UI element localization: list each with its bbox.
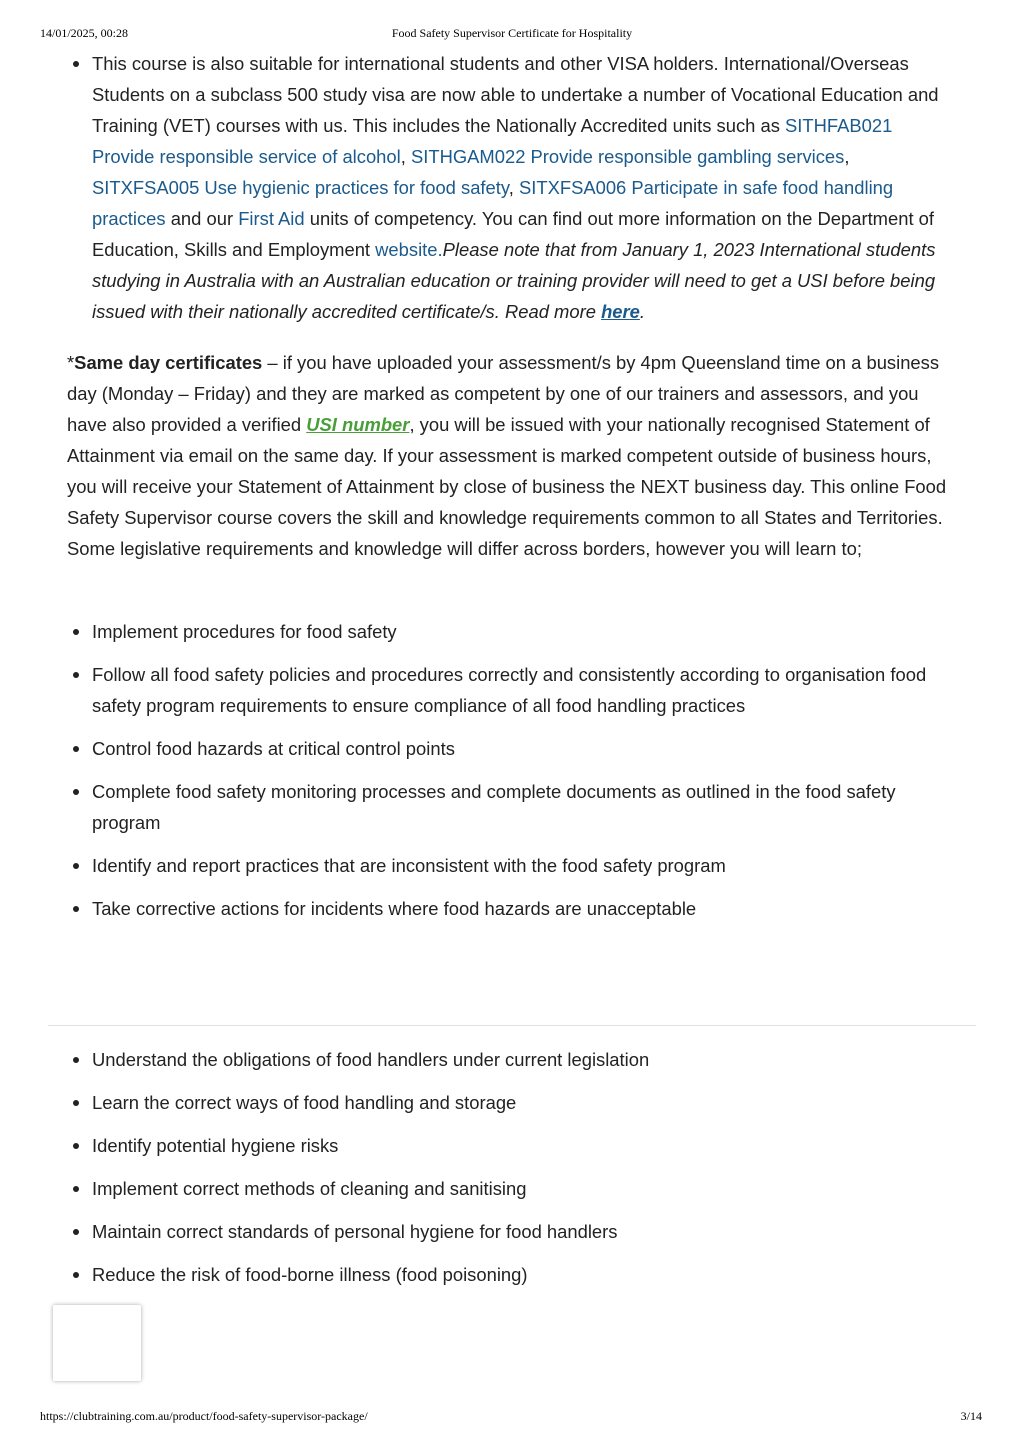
usi-note-end: . [639, 301, 646, 322]
page-number: 3/14 [960, 1409, 982, 1423]
list-item: Implement correct methods of cleaning and sanitising [92, 1173, 957, 1204]
usi-note: Please note that from January 1, 2023 International students studying in Australia with an Australian education or training provider will need to get a USI before being issued with their nationally accredited certificate/s. Read more [92, 239, 936, 322]
intro-text: and our [165, 208, 239, 229]
separator: , [400, 146, 411, 167]
list-item: Implement procedures for food safety [92, 616, 957, 647]
list-item: Control food hazards at critical control points [92, 733, 957, 764]
recaptcha-badge[interactable] [53, 1305, 141, 1381]
separator: , [844, 146, 850, 167]
link-usi-number[interactable]: USI number [306, 414, 410, 435]
link-first-aid[interactable]: First Aid [238, 208, 305, 229]
list-item: Reduce the risk of food-borne illness (food poisoning) [92, 1259, 957, 1290]
food-handler-list [67, 1044, 957, 1290]
list-item: Follow all food safety policies and procedures correctly and consistently according to organisation food safety program requirements to ensure compliance of all food handling practices [92, 659, 957, 721]
print-datetime: 14/01/2025, 00:28 [40, 26, 129, 40]
separator: , [508, 177, 519, 198]
link-fsa006-unit[interactable]: SITXFSA006 Participate in safe food handling practices [92, 177, 894, 229]
list-item: Understand the obligations of food handlers under current legislation [92, 1044, 957, 1075]
same-day-heading: Same day certificates [74, 352, 263, 373]
link-rsa-unit[interactable]: SITHFAB021 Provide responsible service of alcohol [92, 115, 893, 167]
link-fsa005-unit[interactable]: SITXFSA005 Use hygienic practices for food safety [92, 177, 509, 198]
same-day-text: – if you have uploaded your assessment/s by 4pm Queensland time on a business day (Monday – Friday) and they are marked as competent by one of our trainers and assessors, and you have also provided a verified [67, 352, 940, 435]
intro-list [67, 48, 957, 327]
asterisk: * [67, 352, 75, 373]
print-url: https://clubtraining.com.au/product/food-safety-supervisor-package/ [40, 1409, 368, 1423]
intro-text: This course is also suitable for international students and other VISA holders. International/Overseas Students on a subclass 500 study visa are now able to undertake a number of Vocational Education and Training (VET) courses with us. This includes the Nationally Accredited units such as [92, 53, 939, 136]
link-read-more-here[interactable]: here [601, 301, 640, 322]
intro-list-item [92, 48, 957, 327]
list-item: Maintain correct standards of personal hygiene for food handlers [92, 1216, 957, 1247]
list-item: Take corrective actions for incidents where food hazards are unacceptable [92, 893, 957, 924]
learning-outcomes-list [67, 616, 957, 924]
list-item: Identify and report practices that are inconsistent with the food safety program [92, 850, 957, 881]
link-website[interactable]: website. [375, 239, 443, 260]
link-rsg-unit[interactable]: SITHGAM022 Provide responsible gambling services [410, 146, 845, 167]
list-item: Learn the correct ways of food handling and storage [92, 1087, 957, 1118]
intro-text: units of competency. You can find out more information on the Department of Education, Skills and Employment [92, 208, 935, 260]
food-handler-section [67, 1044, 957, 1302]
list-item: Complete food safety monitoring processes and complete documents as outlined in the food safety program [92, 776, 957, 838]
same-day-paragraph [67, 347, 957, 564]
same-day-text: , you will be issued with your nationally recognised Statement of Attainment via email on the same day. If your assessment is marked competent outside of business hours, you will receive your Statement of Attainment by close of business the NEXT business day. This online Food Safety Supervisor course covers the skill and knowledge requirements common to all States and Territories. Some legislative requirements and knowledge will differ across borders, however you will learn to; [67, 414, 947, 559]
page-content [67, 48, 957, 936]
list-item: Identify potential hygiene risks [92, 1130, 957, 1161]
section-divider [48, 1025, 976, 1026]
print-title: Food Safety Supervisor Certificate for Hospitality [391, 26, 633, 40]
